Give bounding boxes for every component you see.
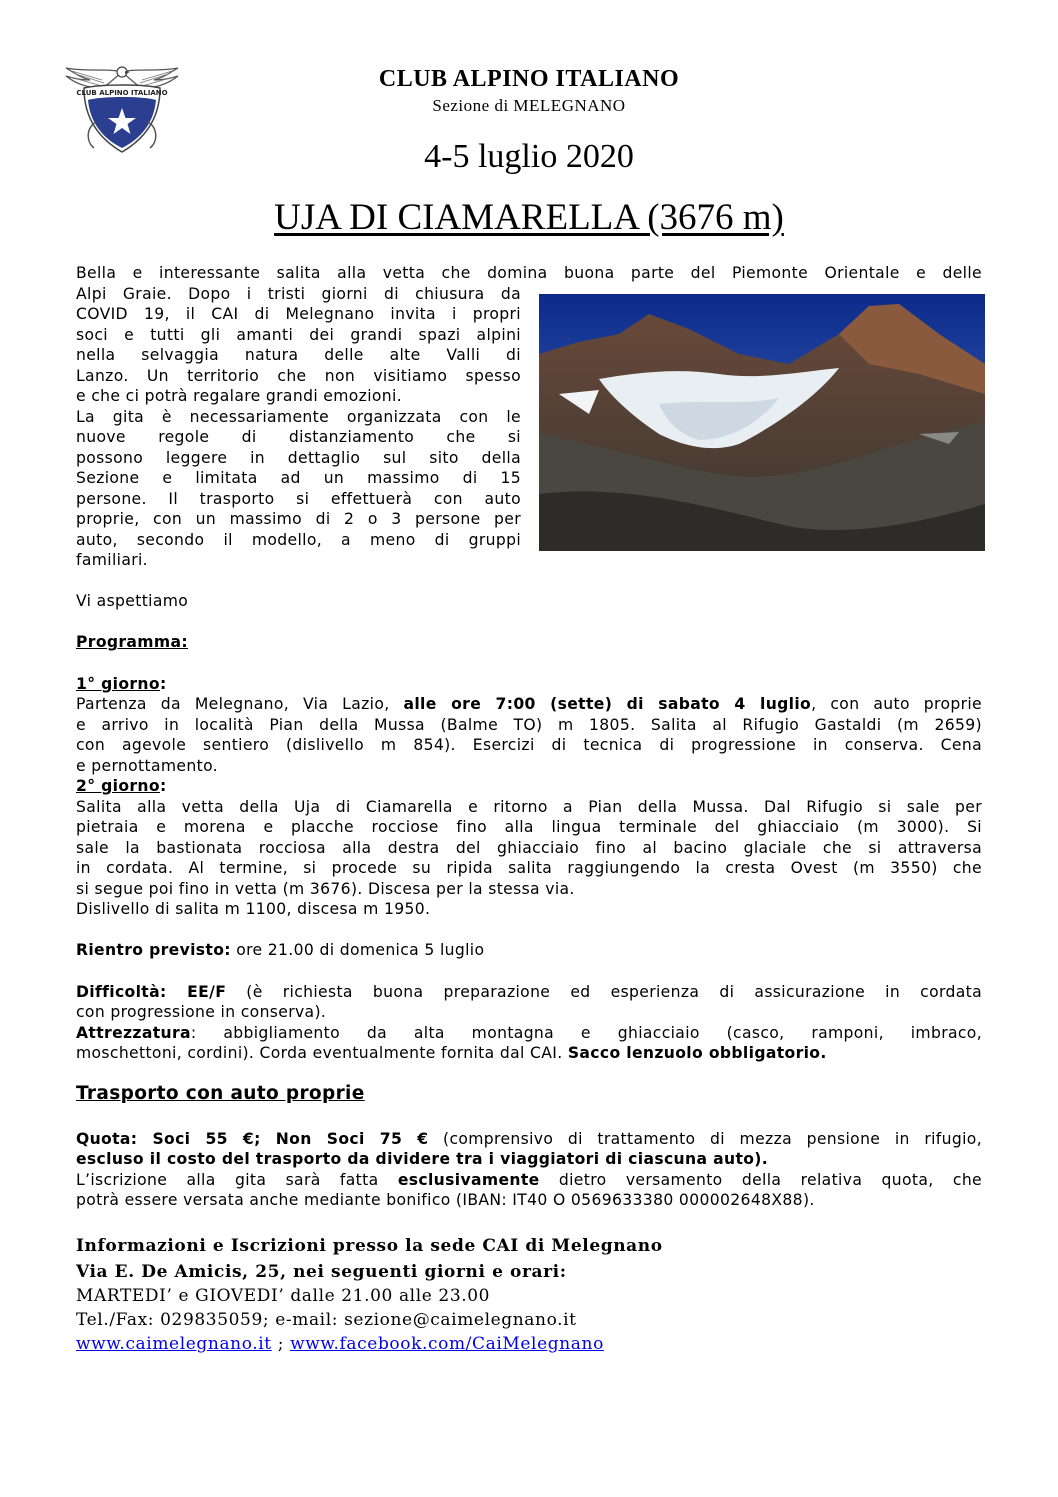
difficolta-text: (è richiesta buona preparazione ed esperienza di assicurazione in cordata bbox=[226, 983, 982, 1001]
difficolta-label: Difficoltà: bbox=[76, 983, 167, 1001]
info-line: Informazioni e Iscrizioni presso la sede CAI di Melegnano bbox=[76, 1236, 663, 1256]
quota-line: potrà essere versata anche mediante bonifico (IBAN: IT40 O 0569633380 000002648X88). bbox=[76, 1191, 815, 1209]
info-contacts: Tel./Fax: 029835059; e-mail: sezione@caimelegnano.it bbox=[76, 1310, 577, 1330]
difficolta-grade: EE/F bbox=[166, 983, 227, 1001]
intro-line: possono leggere in dettaglio sul sito della bbox=[76, 449, 521, 467]
day1-line bbox=[76, 694, 982, 715]
intro-line: Lanzo. Un territorio che non visitiamo spesso bbox=[76, 367, 521, 385]
day2-line: pietraia e morena e placche rocciose fino alla lingua terminale del ghiacciaio (m 3000). Si bbox=[76, 818, 982, 836]
info-address: Via E. De Amicis, 25, nei seguenti giorni e orari: bbox=[76, 1262, 567, 1282]
info-links bbox=[76, 1334, 604, 1354]
day1-line: con agevole sentiero (dislivello m 854). Esercizi di tecnica di progressione in conserva. Cena bbox=[76, 736, 982, 754]
difficolta-line bbox=[76, 982, 982, 1003]
difficolta-line: con progressione in conserva). bbox=[76, 1003, 327, 1021]
intro-line: e che ci potrà regalare grandi emozioni. bbox=[76, 387, 403, 405]
intro-line: familiari. bbox=[76, 551, 148, 569]
day1-departure-time: alle ore 7:00 (sette) di sabato 4 luglio bbox=[403, 695, 812, 713]
intro-line: nuove regole di distanziamento che si bbox=[76, 428, 521, 446]
day2-label: 2° giorno bbox=[76, 777, 160, 795]
quota-line: escluso il costo del trasporto da dividere tra i viaggiatori di ciascuna auto). bbox=[76, 1150, 769, 1168]
quota-prices: Quota: Soci 55 €; Non Soci 75 € bbox=[76, 1130, 429, 1148]
day2-heading bbox=[76, 776, 167, 797]
intro-line: La gita è necessariamente organizzata con le bbox=[76, 408, 521, 426]
day2-colon: : bbox=[159, 777, 167, 795]
attrezzatura-text: moschettoni, cordini). Corda eventualmente fornita dal CAI. bbox=[76, 1044, 568, 1062]
intro-line: soci e tutti gli amanti dei grandi spazi alpini bbox=[76, 326, 521, 344]
intro-line: proprie, con un massimo di 2 o 3 persone per bbox=[76, 510, 521, 528]
day1-text: Partenza da Melegnano, Via Lazio, bbox=[76, 695, 404, 713]
rientro-label: Rientro previsto: bbox=[76, 941, 231, 959]
quota-esclusivamente: esclusivamente bbox=[397, 1171, 540, 1189]
day1-line: e pernottamento. bbox=[76, 757, 218, 775]
link-separator: ; bbox=[271, 1334, 291, 1354]
intro-line: Bella e interessante salita alla vetta che domina buona parte del Piemonte Orientale e delle bbox=[76, 264, 982, 282]
intro-line: COVID 19, il CAI di Melegnano invita i propri bbox=[76, 305, 521, 323]
trasporto-heading: Trasporto con auto proprie bbox=[76, 1083, 365, 1104]
attrezzatura-label: Attrezzatura bbox=[76, 1024, 191, 1042]
info-hours: MARTEDI’ e GIOVEDI’ dalle 21.00 alle 23.00 bbox=[76, 1286, 491, 1306]
intro-line: Sezione e limitata ad un massimo di 15 bbox=[76, 469, 521, 487]
day2-line: Dislivello di salita m 1100, discesa m 1950. bbox=[76, 900, 431, 918]
day2-line: Salita alla vetta della Uja di Ciamarella e ritorno a Pian della Mussa. Dal Rifugio si sale per bbox=[76, 798, 982, 816]
attrezzatura-line bbox=[76, 1023, 982, 1044]
sacco-lenzuolo-note: Sacco lenzuolo obbligatorio. bbox=[567, 1044, 827, 1062]
day1-text: , con auto proprie bbox=[811, 695, 982, 713]
day2-line: sale la bastionata rocciosa alla destra del ghiacciaio fino al bacino glaciale che si attraversa bbox=[76, 839, 982, 857]
closing-text: Vi aspettiamo bbox=[76, 592, 189, 610]
attrezzatura-line bbox=[76, 1043, 827, 1064]
quota-text: dietro versamento della relativa quota, che bbox=[539, 1171, 982, 1189]
day1-label: 1° giorno bbox=[76, 675, 160, 693]
intro-line: auto, secondo il modello, a meno di gruppi bbox=[76, 531, 521, 549]
intro-line: persone. Il trasporto si effettuerà con auto bbox=[76, 490, 521, 508]
quota-text: (comprensivo di trattamento di mezza pensione in rifugio, bbox=[428, 1130, 983, 1148]
day1-colon: : bbox=[159, 675, 167, 693]
quota-text: L’iscrizione alla gita sarà fatta bbox=[76, 1171, 398, 1189]
programma-heading: Programma: bbox=[76, 633, 188, 651]
svg-text:CLUB ALPINO ITALIANO: CLUB ALPINO ITALIANO bbox=[76, 89, 168, 97]
facebook-link[interactable]: www.facebook.com/CaiMelegnano bbox=[290, 1334, 604, 1354]
quota-line bbox=[76, 1129, 982, 1150]
mountain-photo bbox=[539, 294, 985, 551]
day1-line: e arrivo in località Pian della Mussa (Balme TO) m 1805. Salita al Rifugio Gastaldi (m 2659) bbox=[76, 716, 982, 734]
attrezzatura-text: : abbigliamento da alta montagna e ghiacciaio (casco, ramponi, imbraco, bbox=[190, 1024, 982, 1042]
event-date: 4-5 luglio 2020 bbox=[424, 138, 634, 175]
day2-line: si segue poi fino in vetta (m 3676). Discesa per la stessa via. bbox=[76, 880, 575, 898]
rientro-value: ore 21.00 di domenica 5 luglio bbox=[230, 941, 485, 959]
website-link[interactable]: www.caimelegnano.it bbox=[76, 1334, 272, 1354]
quota-line bbox=[76, 1170, 982, 1191]
intro-line: Alpi Graie. Dopo i tristi giorni di chiusura da bbox=[76, 285, 521, 303]
day1-heading bbox=[76, 674, 167, 695]
club-title: CLUB ALPINO ITALIANO bbox=[378, 66, 680, 92]
day2-line: in cordata. Al termine, si procede su ripida salita raggiungendo la cresta Ovest (m 3550) che bbox=[76, 859, 982, 877]
section-subtitle: Sezione di MELEGNANO bbox=[432, 96, 626, 115]
intro-line: nella selvaggia natura delle alte Valli di bbox=[76, 346, 521, 364]
peak-title: UJA DI CIAMARELLA (3676 m) bbox=[274, 197, 784, 238]
rientro-line bbox=[76, 940, 484, 961]
